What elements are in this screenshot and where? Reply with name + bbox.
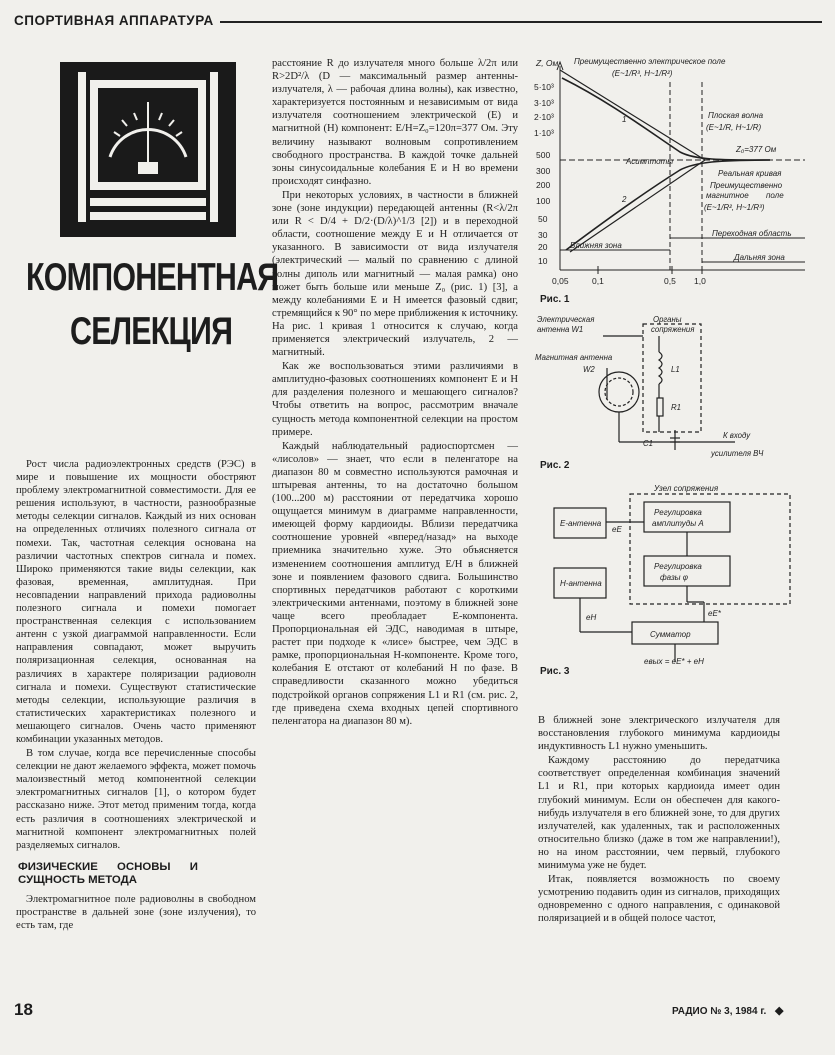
- fig2-label-org2: сопряжения: [651, 325, 695, 334]
- fig1-ytick: 50: [538, 214, 548, 224]
- fig1-ytick: 2·10³: [534, 112, 554, 122]
- figure-3: [550, 482, 800, 672]
- section-title: СПОРТИВНАЯ АППАРАТУРА: [14, 13, 220, 28]
- journal-info: РАДИО № 3, 1984 г.: [672, 1006, 767, 1017]
- column-3: [538, 714, 780, 926]
- fig1-ytick: 30: [538, 230, 548, 240]
- fig1-label-m3: поле: [766, 191, 784, 200]
- fig3-amp-reg1: Регулировка: [654, 508, 702, 517]
- fig1-label-plane-formula: (E~1/R, H~1/R): [706, 123, 762, 132]
- fig3-e-antenna: E-антенна: [560, 519, 602, 528]
- fig1-ytick: 5·10³: [534, 82, 554, 92]
- fig3-phase-reg2: фазы φ: [660, 573, 689, 582]
- fig2-label-out2: усилителя ВЧ: [711, 449, 764, 458]
- fig1-label-plane: Плоская волна: [708, 111, 764, 120]
- fig2-label-m-ant2: W2: [583, 365, 595, 374]
- fig3-h-antenna: H-антенна: [560, 579, 602, 588]
- fig1-ytick: 100: [536, 196, 551, 206]
- fig1-ytick: 3·10³: [534, 98, 554, 108]
- fig2-label-org1: Органы: [653, 315, 682, 324]
- fig1-label-e: Преимущественно электрическое поле: [574, 57, 726, 66]
- fig1-xtick: 0,1: [592, 276, 604, 286]
- fig1-label-real: Реальная кривая: [718, 169, 782, 178]
- paragraph: В ближней зоне электрического излучателя для восстановления глубокого минимума кардиоиды индуктивность L1 нужно уменьшить.: [538, 715, 780, 753]
- fig1-xtick: 0,05: [552, 276, 569, 286]
- fig2-label-e-ant2: антенна W1: [537, 325, 584, 334]
- paragraph: Каждый наблюдательный радиоспортсмен — «лисолов» — знает, что если в пеленгаторе на диапазон 80 м совместно используются рамочная и штыревая антенны, то на достаточно большом (100...200 м) расстоянии от передатчика хорошо ощущается минимум в диаграмме направленности, имеющей форму кардиоиды. Вблизи передатчика соотношение уровней «вперед/назад» на выходе приемника значительно хуже. Это объясняется изменением соотношения амплитуд E/H в ближней зоне и появлением фазового сдвига. Большинство спортивных передатчиков работают с короткими электрическими антеннами, поэтому в ближней зоне чаще всего преобладает E-компонента. Пропорциональная ей ЭДС, наводимая в штыре, растет при подходе к «лисе» быстрее, чем ЭДС в рамке, пропорциональная H-компоненте. Кроме того, колебания E отстают от колебаний H по фазе. В справедливости сказанного можно убедиться подстройкой органов сопряжения L1 и R1 (см. рис. 2, где приведена схема входных цепей спортивного пеленгатора на диапазон 80 м).: [272, 440, 518, 727]
- diamond-icon: ◆: [775, 1005, 784, 1017]
- figure-1: [530, 52, 825, 292]
- fig1-label-m-formula: (E~1/R², H~1/R³): [704, 203, 765, 212]
- page-number: 18: [14, 1000, 33, 1019]
- fig1-curve-1: 1: [622, 115, 627, 124]
- fig2-label-l1: L1: [671, 365, 680, 374]
- fig3-node-title: Узел сопряжения: [654, 484, 719, 493]
- fig2-label-r1: R1: [671, 403, 681, 412]
- fig1-label-m2: магнитное: [706, 191, 749, 200]
- paragraph: Итак, появляется возможность по своему усмотрению подавить один из сигналов, приходящих одновременно с одного направления, с одинаковой поляризацией и в общей полосе частот,: [538, 874, 780, 925]
- paragraph: Как же воспользоваться этими различиями в амплитудно-фазовых соотношениях компонент E и H для разделения полезного и мешающего сигналов? Чтобы ответить на вопрос, рассмотрим вначале сущность метода компонентной селекции на простом примере.: [272, 361, 518, 438]
- fig1-label-z0: Z₀=377 Ом: [736, 145, 777, 154]
- subheading: ФИЗИЧЕСКИЕ ОСНОВЫ И СУЩНОСТЬ МЕТОДА: [18, 860, 198, 886]
- fig3-summator: Сумматор: [650, 630, 691, 639]
- intro-paragraph: Рост числа радиоэлектронных средств (РЭС) в мире и повышение их мощности обостряют проблему электромагнитной совместимости. Для ее решения используют, в частности, разнообразные методы селекции сигналов. Каждый из них основан на определенных отличиях полезного сигнала от помехи. Так, частотная селекция основана на различии частотных спектров сигнала и помех. Широко применяются такие виды селекции, как фазовая, временная, амплитудная. При несовпадении направлений прихода радиоволны полезного сигнала и помехи помогает пространственная селекция с использованием антенн с узкой диаграммой направленности. Если направления совпадают, может выручить поляризационная селекция, основанная на различиях в характере поляризации радиоволн сигнала и помехи. Существуют статистические методы селекции, использующие различия в статистических характеристиках полезного и мешающего сигналов. Очень часто применяют комбинации указанных методов.: [16, 459, 256, 745]
- figure-3-caption: Рис. 3: [540, 666, 570, 677]
- fig3-phase-reg1: Регулировка: [654, 562, 702, 571]
- fig1-label-near: Ближняя зона: [570, 241, 622, 250]
- fig2-label-m-ant1: Магнитная антенна: [535, 353, 613, 362]
- figure-1-caption: Рис. 1: [540, 294, 570, 305]
- column-2: [272, 57, 518, 728]
- journal-footer: [672, 1004, 784, 1017]
- meter-logo: [60, 62, 236, 237]
- fig1-label-far: Дальняя зона: [734, 253, 785, 262]
- fig1-ytick: 300: [536, 166, 551, 176]
- fig1-label-e-formula: (E~1/R³, H~1/R²): [612, 69, 673, 78]
- fig1-ylabel: Z, Ом: [536, 58, 559, 68]
- fig1-ytick: 10: [538, 256, 548, 266]
- fig1-curve-2: 2: [622, 195, 627, 204]
- paragraph: Каждому расстоянию до передатчика соответствует определенная комбинация значений L1 и R1, при которых кардиоида имеет один глубокий минимум. Если он обеспечен для какого-нибудь излучателя в его ближней зоне, то для других излучателей, как удаленных, так и расположенных относительно близко (даже в том же направлении!), но на ином расстоянии, чем первый, глубокого минимума уже не будет.: [538, 755, 780, 872]
- paragraph: В том случае, когда все перечисленные способы селекции не дают желаемого эффекта, может помочь малоизвестный метод компонентной селекции электромагнитных сигналов [1], о котором будет рассказано ниже. Этот метод применим тогда, когда есть различия в соотношениях электрической и магнитной компонент электромагнитных полей разделяемых сигналов.: [16, 748, 256, 851]
- fig1-label-m1: Преимущественно: [710, 181, 783, 190]
- title-line-2: СЕЛЕКЦИЯ: [70, 310, 233, 353]
- paragraph: расстояние R до излучателя много больше λ/2π или R>2D²/λ (D — максимальный размер антенны-излучателя, λ — рабочая длина волны), как известно, характеризуется постоянным и независимым от вида излучателя соотношением электрической (E) и магнитной (H) компонент: E/H=Z₀=120π=377 Ом. Эту величину называют волновым сопротивлением свободного пространства. В каждой точке дальней зоны синусоидальные колебания E и H во времени происходят синфазно.: [272, 58, 518, 187]
- fig2-label-c1: C1: [643, 439, 653, 448]
- paragraph: Электромагнитное поле радиоволны в свободном пространстве в дальней зоне (зоне излучения), то есть там, где: [16, 893, 256, 931]
- fig1-label-trans: Переходная область: [712, 229, 792, 238]
- paragraph: При некоторых условиях, в частности в ближней зоне (зоне индукции) передающей антенны (R<λ/2π или R < D/4 + D/2·(D/λ)^1/3 [2]) и в переходной области, соотношение между E и H отличается от указанного. В зависимости от вида излучателя (электрический — малый по сравнению с длиной волны диполь или магнитный — малая рамка) оно может быть больше или меньше Z₀ (рис. 1) [3], а между колебаниями E и H имеется фазовый сдвиг, стремящийся к 90° по мере приближения к источнику. На рис. 1 кривая 1 относится к случаю, когда применяется электрический излучатель, 2 — магнитный.: [272, 189, 518, 359]
- fig1-ytick: 20: [538, 242, 548, 252]
- figure-2: [535, 312, 815, 462]
- fig3-e-h: eH: [586, 613, 597, 622]
- fig3-e-e: eE: [612, 525, 622, 534]
- column-1: [16, 458, 256, 932]
- figure-2-caption: Рис. 2: [540, 460, 570, 471]
- fig3-amp-reg2: амплитуды A: [652, 519, 704, 528]
- fig1-xtick: 0,5: [664, 276, 676, 286]
- article-title: [26, 256, 279, 353]
- fig1-ytick: 500: [536, 150, 551, 160]
- fig1-ytick: 200: [536, 180, 551, 190]
- fig2-label-e-ant1: Электрическая: [537, 315, 595, 324]
- fig3-e-out: eвых = eE* + eH: [644, 657, 704, 666]
- fig3-e-e-star: eE*: [708, 609, 721, 618]
- fig1-ytick: 1·10³: [534, 128, 554, 138]
- fig2-label-out1: К входу: [723, 431, 751, 440]
- fig1-xtick: 1,0: [694, 276, 706, 286]
- section-header: [14, 12, 822, 32]
- title-line-1: КОМПОНЕНТНАЯ: [26, 256, 279, 299]
- fig1-label-asymp: Асимптоты: [626, 157, 674, 166]
